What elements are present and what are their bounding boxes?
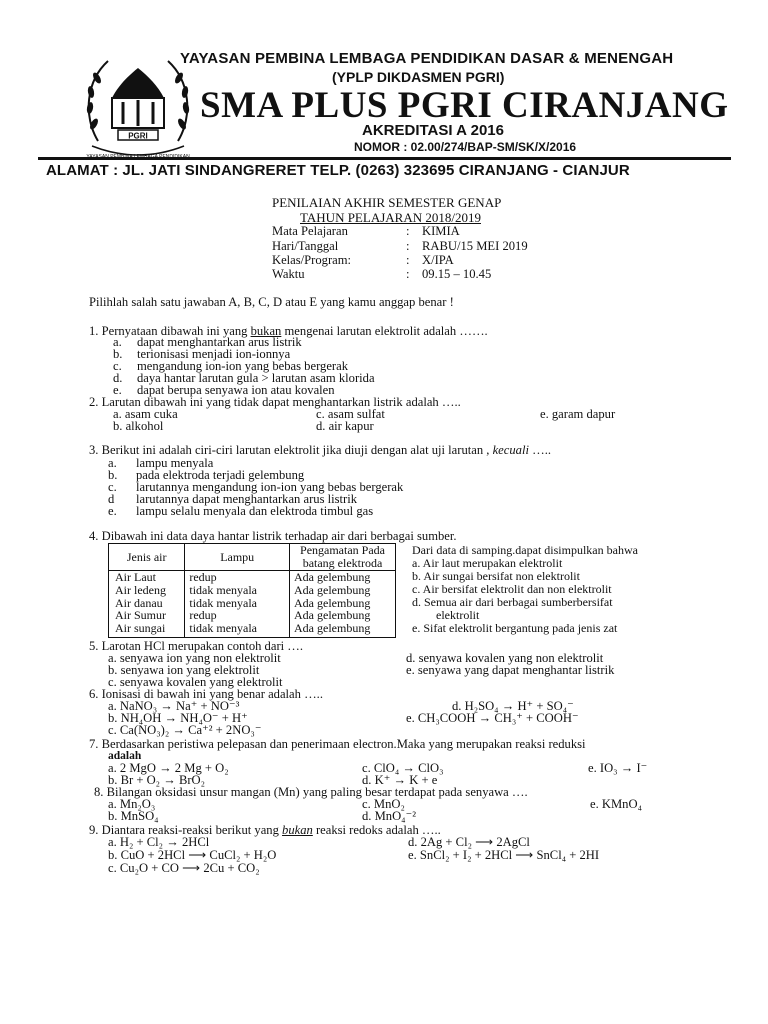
- q1-option-a: a. dapat menghantarkan arus listrik: [113, 335, 302, 349]
- q8-option-b: b. MnSO₄: [108, 809, 159, 823]
- q5-option-d: d. senyawa kovalen yang non elektrolit: [406, 651, 604, 665]
- q7-option-b: b. Br + O₂ → BrO₂: [108, 773, 206, 787]
- table-row: [109, 571, 396, 584]
- table-header: Lampu: [185, 544, 290, 571]
- table-cell: tidak menyala: [185, 584, 290, 597]
- q8-option-c: c. MnO₂: [362, 797, 405, 811]
- table-cell: Air Laut: [109, 571, 185, 584]
- info-label-time: Waktu: [272, 267, 305, 281]
- q9-option-b: b. CuO + 2HCl ⟶ CuCl₂ + H₂O: [108, 848, 277, 862]
- q1-option-c: c. mengandung ion-ion yang bebas bergerak: [113, 359, 349, 373]
- q2-option-e: e. garam dapur: [540, 407, 616, 421]
- q4-option-a: a. Air laut merupakan elektrolit: [412, 556, 563, 570]
- table-row: [109, 609, 396, 622]
- table-cell: Air ledeng: [109, 584, 185, 597]
- decree-number: NOMOR : 02.00/274/BAP-SM/SK/X/2016: [354, 140, 577, 154]
- q4-option-d: d. Semua air dari berbagai sumberbersifat: [412, 595, 613, 609]
- school-name: SMA PLUS PGRI CIRANJANG: [200, 85, 729, 126]
- question-3: 3. Berikut ini adalah ciri-ciri larutan elektrolit jika diuji dengan alat uji larutan , kecuali …..: [89, 443, 551, 457]
- q6-option-d: d. H₂SO₄ → H⁺ + SO₄⁻: [452, 699, 574, 713]
- instruction: Pilihlah salah satu jawaban A, B, C, D atau E yang kamu anggap benar !: [89, 295, 454, 309]
- q3-option-d: d larutannya dapat menghantarkan arus listrik: [108, 492, 358, 506]
- q8-option-e: e. KMnO₄: [590, 797, 642, 811]
- q3-option-c: c. larutannya mengandung ion-ion yang bebas bergerak: [108, 480, 404, 494]
- info-label-date: Hari/Tanggal: [272, 239, 339, 253]
- info-label-subject: Mata Pelajaran: [272, 224, 348, 238]
- question-4: 4. Dibawah ini data daya hantar listrik terhadap air dari berbagai sumber.: [89, 529, 457, 543]
- q8-option-a: a. Mn₂O₃: [108, 797, 156, 811]
- q7-option-e: e. IO₃ → I⁻: [588, 761, 648, 775]
- q9-option-e: e. SnCl₂ + I₂ + 2HCl ⟶ SnCl₄ + 2HI: [408, 848, 600, 862]
- info-sep: :: [406, 267, 410, 281]
- info-label-class: Kelas/Program:: [272, 253, 352, 267]
- q6-option-a: a. NaNO₃ → Na⁺ + NO⁻³: [108, 699, 240, 713]
- q1-option-b: b. terionisasi menjadi ion-ionnya: [113, 347, 291, 361]
- conductivity-table: [108, 543, 396, 638]
- q8-option-d: d. MnO₄⁻²: [362, 809, 416, 823]
- q2-option-a: a. asam cuka: [113, 407, 178, 421]
- question-5: 5. Larotan HCl merupakan contoh dari ….: [89, 639, 304, 653]
- q6-option-e: e. CH₃COOH → CH₃⁺ + COOH⁻: [406, 711, 579, 725]
- q3-option-e: e. lampu selalu menyala dan elektroda timbul gas: [108, 504, 374, 518]
- exam-title: PENILAIAN AKHIR SEMESTER GENAP: [272, 195, 502, 210]
- accreditation: AKREDITASI A 2016: [362, 122, 504, 139]
- q7-bold: adalah: [108, 750, 142, 762]
- q6-option-b: b. NH₄OH → NH₄O⁻ + H⁺: [108, 711, 248, 725]
- svg-text:YAYASAN PEMBINA LEMBAGA PENDID: YAYASAN PEMBINA LEMBAGA PENDIDIKAN: [86, 154, 190, 160]
- q9-option-a: a. H₂ + Cl₂ → 2HCl: [108, 835, 210, 849]
- question-9: 9. Diantara reaksi-reaksi berikut yang bukan reaksi redoks adalah …..: [89, 823, 441, 837]
- q5-option-b: b. senyawa ion yang elektrolit: [108, 663, 260, 677]
- q2-option-d: d. air kapur: [316, 419, 374, 433]
- q3-option-b: b. pada elektroda terjadi gelembung: [108, 468, 305, 482]
- foundation-abbr: (YPLP DIKDASMEN PGRI): [332, 69, 505, 85]
- q7-option-a: a. 2 MgO → 2 Mg + O₂: [108, 761, 229, 775]
- exam-year: TAHUN PELAJARAN 2018/2019: [300, 210, 481, 225]
- q2-option-c: c. asam sulfat: [316, 407, 385, 421]
- table-cell: Air sungai: [109, 622, 185, 638]
- q2-option-b: b. alkohol: [113, 419, 164, 433]
- table-header: Pengamatan Pada batang elektroda: [290, 544, 396, 571]
- table-cell: Ada gelembung: [290, 609, 396, 622]
- question-6: 6. Ionisasi di bawah ini yang benar adalah …..: [89, 687, 323, 701]
- table-cell: tidak menyala: [185, 622, 290, 638]
- table-cell: Ada gelembung: [290, 622, 396, 638]
- q9-option-d: d. 2Ag + Cl₂ ⟶ 2AgCl: [408, 835, 530, 849]
- q1-option-e: e. dapat berupa senyawa ion atau kovalen: [113, 383, 335, 397]
- q5-option-e: e. senyawa yang dapat menghantar listrik: [406, 663, 615, 677]
- svg-text:PGRI: PGRI: [128, 131, 148, 141]
- info-value-time: 09.15 – 10.45: [422, 267, 492, 281]
- table-cell: redup: [185, 571, 290, 584]
- question-1: 1. Pernyataan dibawah ini yang bukan mengenai larutan elektrolit adalah …….: [89, 324, 488, 338]
- q4-option-b: b. Air sungai bersifat non elektrolit: [412, 569, 580, 583]
- table-row: [109, 622, 396, 638]
- table-cell: tidak menyala: [185, 597, 290, 610]
- q4-option-c: c. Air bersifat elektrolit dan non elektrolit: [412, 582, 612, 596]
- q4-conclusion: Dari data di samping.dapat disimpulkan bahwa: [412, 543, 638, 557]
- q7-option-c: c. ClO₄ → ClO₃: [362, 761, 444, 775]
- letterhead: [0, 0, 768, 186]
- info-sep: :: [406, 253, 410, 267]
- q5-option-a: a. senyawa ion yang non elektrolit: [108, 651, 281, 665]
- q4-option-e: e. Sifat elektrolit bergantung pada jenis zat: [412, 621, 618, 635]
- q3-option-a: a. lampu menyala: [108, 456, 214, 470]
- q4-option-d-cont: elektrolit: [436, 608, 480, 622]
- school-address: ALAMAT : JL. JATI SINDANGRERET TELP. (0263) 323695 CIRANJANG - CIANJUR: [46, 162, 630, 179]
- table-header: Jenis air: [109, 544, 185, 571]
- info-sep: :: [406, 224, 410, 238]
- info-sep: :: [406, 239, 410, 253]
- table-cell: Ada gelembung: [290, 584, 396, 597]
- table-cell: Ada gelembung: [290, 571, 396, 584]
- table-cell: redup: [185, 609, 290, 622]
- q7-option-d: d. K⁺ → K + e: [362, 773, 438, 787]
- table-cell: Ada gelembung: [290, 597, 396, 610]
- q1-option-d: d. daya hantar larutan gula > larutan asam klorida: [113, 371, 375, 385]
- table-cell: Air Sumur: [109, 609, 185, 622]
- question-8: 8. Bilangan oksidasi unsur mangan (Mn) yang paling besar terdapat pada senyawa ….: [94, 785, 528, 799]
- info-value-class: X/IPA: [422, 253, 454, 267]
- table-cell: Air danau: [109, 597, 185, 610]
- question-7: 7. Berdasarkan peristiwa pelepasan dan penerimaan electron.Maka yang merupakan reaksi reduksi: [89, 737, 586, 751]
- q5-option-c: c. senyawa kovalen yang elektrolit: [108, 675, 283, 689]
- info-value-subject: KIMIA: [422, 224, 460, 238]
- q6-option-c: c. Ca(NO₃)₂ → Ca⁺² + 2NO₃⁻: [108, 723, 262, 737]
- info-value-date: RABU/15 MEI 2019: [422, 239, 528, 253]
- q9-option-c: c. Cu₂O + CO ⟶ 2Cu + CO₂: [108, 861, 260, 875]
- question-2: 2. Larutan dibawah ini yang tidak dapat menghantarkan listrik adalah …..: [89, 395, 461, 409]
- table-row: [109, 584, 396, 597]
- foundation-name: YAYASAN PEMBINA LEMBAGA PENDIDIKAN DASAR & MENENGAH: [180, 50, 674, 67]
